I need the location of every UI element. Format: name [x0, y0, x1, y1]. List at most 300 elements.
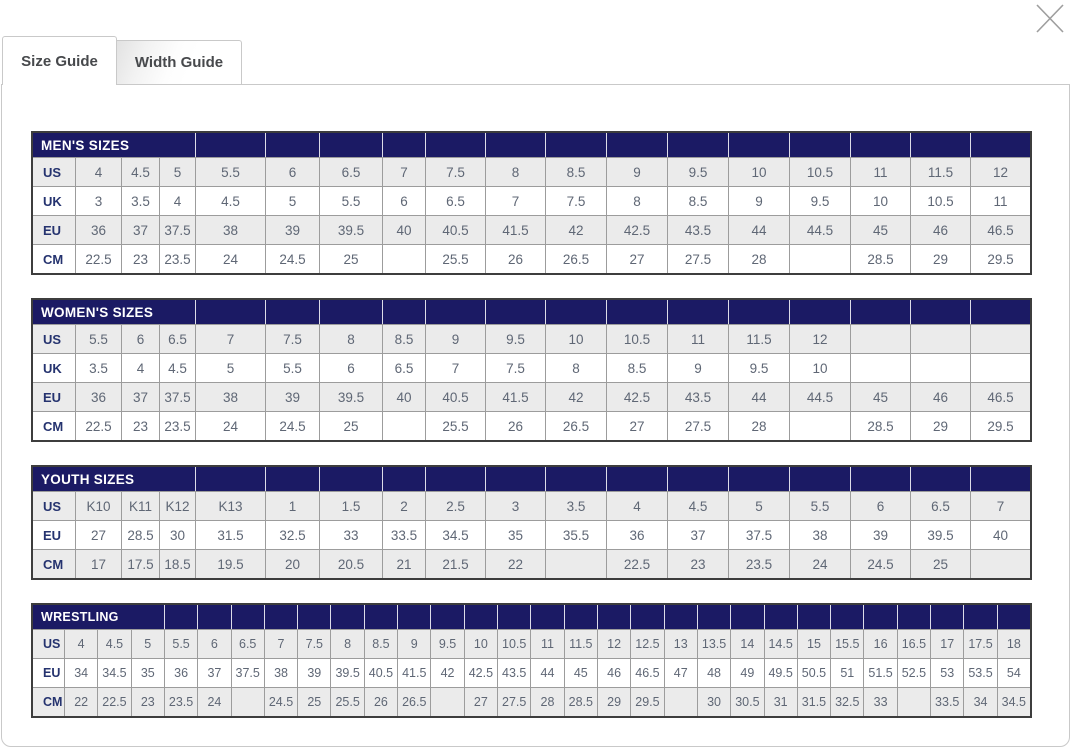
- size-cell: 11: [667, 324, 728, 353]
- size-cell: 44.5: [789, 215, 850, 244]
- table-header-cell: [606, 467, 667, 491]
- table-header-cell: [850, 133, 910, 157]
- table-header-cell: [425, 467, 485, 491]
- size-cell: 40.5: [425, 382, 485, 411]
- size-cell: 41.5: [397, 658, 430, 687]
- table-header-cell: [797, 605, 830, 629]
- size-cell: 23.5: [159, 244, 195, 273]
- size-cell: 9.5: [789, 186, 850, 215]
- size-cell: 37: [121, 382, 159, 411]
- size-cell: 46.5: [970, 215, 1030, 244]
- size-cell: 45: [564, 658, 597, 687]
- size-cell: 34: [64, 658, 97, 687]
- size-cell: [897, 687, 930, 716]
- size-cell: 3: [75, 186, 121, 215]
- size-cell: 20.5: [319, 549, 382, 578]
- size-cell: 17.5: [963, 629, 996, 658]
- size-cell: 44: [728, 382, 789, 411]
- size-cell: 36: [75, 382, 121, 411]
- table-header-cell: [485, 133, 545, 157]
- size-cell: 23.5: [728, 549, 789, 578]
- size-cell: 44.5: [789, 382, 850, 411]
- table-header-cell: [764, 605, 797, 629]
- size-cell: 10: [464, 629, 497, 658]
- table-header-cell: [789, 467, 850, 491]
- table-header-cell: [164, 605, 197, 629]
- table-header-cell: [930, 605, 963, 629]
- table-header-cell: [545, 133, 606, 157]
- size-cell: 30: [697, 687, 730, 716]
- table-header-cell: [231, 605, 264, 629]
- tab-size-guide[interactable]: [2, 36, 117, 85]
- size-cell: 46.5: [630, 658, 663, 687]
- size-cell: 28: [728, 244, 789, 273]
- size-cell: 4.5: [121, 157, 159, 186]
- size-cell: 38: [264, 658, 297, 687]
- row-label: UK: [33, 186, 75, 215]
- size-cell: K13: [195, 491, 265, 520]
- size-cell: 39: [265, 382, 319, 411]
- size-cell: 18.5: [159, 549, 195, 578]
- size-cell: 27.5: [497, 687, 530, 716]
- wrestling-sizes-table: [31, 603, 1032, 718]
- size-cell: 7: [425, 353, 485, 382]
- close-icon: [1032, 1, 1068, 37]
- size-cell: [910, 324, 970, 353]
- size-cell: 37: [667, 520, 728, 549]
- table-header-cell: [382, 300, 425, 324]
- row-label: EU: [33, 658, 64, 687]
- size-cell: 46: [910, 215, 970, 244]
- table-header-cell: [195, 467, 265, 491]
- size-guide-content: [2, 85, 1069, 718]
- table-header-cell: [497, 605, 530, 629]
- table-header-cell: [606, 133, 667, 157]
- table-header-cell: [319, 467, 382, 491]
- size-cell: 51.5: [863, 658, 896, 687]
- size-cell: 28.5: [850, 244, 910, 273]
- mens-sizes-table: [31, 131, 1032, 275]
- size-cell: 24.5: [850, 549, 910, 578]
- size-cell: 11: [850, 157, 910, 186]
- table-header-cell: [963, 605, 996, 629]
- table-header-cell: [667, 133, 728, 157]
- size-cell: 25: [297, 687, 330, 716]
- size-cell: 40: [382, 215, 425, 244]
- size-cell: 53: [930, 658, 963, 687]
- table-header-cell: [265, 133, 319, 157]
- size-cell: 7: [195, 324, 265, 353]
- size-cell: 31.5: [195, 520, 265, 549]
- size-cell: 40.5: [425, 215, 485, 244]
- size-cell: 3.5: [121, 186, 159, 215]
- size-cell: 39: [265, 215, 319, 244]
- size-cell: 31.5: [797, 687, 830, 716]
- size-cell: 10: [850, 186, 910, 215]
- tab-width-guide[interactable]: [117, 40, 242, 84]
- size-cell: [789, 244, 850, 273]
- size-cell: 14.5: [764, 629, 797, 658]
- size-cell: 22: [64, 687, 97, 716]
- size-cell: 5.5: [265, 353, 319, 382]
- size-cell: 29.5: [630, 687, 663, 716]
- size-cell: 17.5: [121, 549, 159, 578]
- size-cell: 24.5: [265, 411, 319, 440]
- size-cell: 17: [930, 629, 963, 658]
- size-cell: 39: [297, 658, 330, 687]
- size-cell: [970, 549, 1030, 578]
- size-cell: 43.5: [497, 658, 530, 687]
- size-cell: 5: [159, 157, 195, 186]
- table-header-cell: [667, 467, 728, 491]
- size-cell: 40: [382, 382, 425, 411]
- table-header-cell: [728, 467, 789, 491]
- size-cell: 35: [485, 520, 545, 549]
- table-header-cell: [545, 300, 606, 324]
- size-cell: 22.5: [606, 549, 667, 578]
- size-cell: 39: [850, 520, 910, 549]
- size-cell: 33.5: [930, 687, 963, 716]
- size-cell: 8: [319, 324, 382, 353]
- size-cell: 23.5: [159, 411, 195, 440]
- table-header-cell: [606, 300, 667, 324]
- size-cell: 1.5: [319, 491, 382, 520]
- size-cell: 45: [850, 382, 910, 411]
- size-cell: 8.5: [364, 629, 397, 658]
- size-cell: 5.5: [789, 491, 850, 520]
- row-label: CM: [33, 549, 75, 578]
- table-header-cell: [382, 467, 425, 491]
- size-cell: 9.5: [728, 353, 789, 382]
- table-header-cell: [970, 133, 1030, 157]
- size-cell: 17: [75, 549, 121, 578]
- size-cell: 32.5: [265, 520, 319, 549]
- size-cell: 10.5: [789, 157, 850, 186]
- size-cell: 9: [606, 157, 667, 186]
- table-header-cell: [997, 605, 1030, 629]
- size-cell: 24: [789, 549, 850, 578]
- size-cell: 8: [485, 157, 545, 186]
- size-cell: 4.5: [195, 186, 265, 215]
- size-cell: 37.5: [159, 215, 195, 244]
- size-cell: 10.5: [910, 186, 970, 215]
- table-header-cell: [789, 133, 850, 157]
- size-cell: 24: [195, 411, 265, 440]
- size-cell: 39.5: [319, 382, 382, 411]
- size-cell: 11.5: [564, 629, 597, 658]
- size-cell: 28: [728, 411, 789, 440]
- size-cell: 11: [530, 629, 563, 658]
- size-cell: 43.5: [667, 215, 728, 244]
- size-cell: [970, 324, 1030, 353]
- size-cell: 29.5: [970, 411, 1030, 440]
- size-cell: 39.5: [330, 658, 363, 687]
- size-cell: 8: [606, 186, 667, 215]
- size-cell: 26: [364, 687, 397, 716]
- size-cell: 27: [606, 244, 667, 273]
- table-header-cell: [789, 300, 850, 324]
- size-cell: 5.5: [195, 157, 265, 186]
- size-cell: 33: [319, 520, 382, 549]
- row-label: EU: [33, 382, 75, 411]
- size-cell: 10.5: [497, 629, 530, 658]
- size-cell: 10: [789, 353, 850, 382]
- size-cell: 9: [728, 186, 789, 215]
- size-cell: 28.5: [564, 687, 597, 716]
- table-header-cell: [319, 133, 382, 157]
- size-cell: 42.5: [606, 215, 667, 244]
- size-cell: 41.5: [485, 382, 545, 411]
- table-header-cell: [485, 300, 545, 324]
- size-cell: 7: [970, 491, 1030, 520]
- size-cell: 4: [606, 491, 667, 520]
- size-cell: 26: [485, 411, 545, 440]
- size-cell: 7: [264, 629, 297, 658]
- size-cell: 22: [485, 549, 545, 578]
- table-header-cell: [265, 467, 319, 491]
- row-label: US: [33, 629, 64, 658]
- size-cell: 29.5: [970, 244, 1030, 273]
- table-header-cell: [910, 133, 970, 157]
- size-cell: 27: [75, 520, 121, 549]
- size-cell: [970, 353, 1030, 382]
- womens-sizes-table: [31, 298, 1032, 442]
- size-cell: 40.5: [364, 658, 397, 687]
- size-cell: 8.5: [545, 157, 606, 186]
- size-cell: [850, 324, 910, 353]
- row-label: UK: [33, 353, 75, 382]
- table-header-cell: [197, 605, 230, 629]
- row-label: US: [33, 157, 75, 186]
- table-header-cell: [265, 300, 319, 324]
- size-cell: 38: [195, 382, 265, 411]
- size-cell: 44: [728, 215, 789, 244]
- size-cell: 23.5: [164, 687, 197, 716]
- size-cell: 49: [730, 658, 763, 687]
- size-cell: 38: [789, 520, 850, 549]
- size-cell: 3: [485, 491, 545, 520]
- size-cell: 8: [330, 629, 363, 658]
- size-cell: 27.5: [667, 244, 728, 273]
- table-header-cell: [667, 300, 728, 324]
- size-cell: 21.5: [425, 549, 485, 578]
- size-cell: 23: [131, 687, 164, 716]
- table-header-cell: [297, 605, 330, 629]
- size-cell: 42: [545, 215, 606, 244]
- row-label: CM: [33, 687, 64, 716]
- youth-sizes-table: [31, 465, 1032, 580]
- size-cell: 28.5: [850, 411, 910, 440]
- size-cell: 40: [970, 520, 1030, 549]
- size-cell: 29: [910, 244, 970, 273]
- size-cell: 46.5: [970, 382, 1030, 411]
- size-cell: 13.5: [697, 629, 730, 658]
- size-cell: K10: [75, 491, 121, 520]
- table-title: WRESTLING: [33, 605, 164, 629]
- table-title: YOUTH SIZES: [33, 467, 195, 491]
- size-cell: 16: [863, 629, 896, 658]
- size-cell: 7.5: [297, 629, 330, 658]
- size-cell: K11: [121, 491, 159, 520]
- size-cell: 29: [910, 411, 970, 440]
- size-cell: 9: [667, 353, 728, 382]
- size-cell: [850, 353, 910, 382]
- size-cell: 4: [64, 629, 97, 658]
- size-cell: 42: [430, 658, 463, 687]
- close-button[interactable]: [1031, 1, 1069, 39]
- size-cell: 18: [997, 629, 1030, 658]
- size-cell: 41.5: [485, 215, 545, 244]
- size-cell: 5: [265, 186, 319, 215]
- table-header-cell: [830, 605, 863, 629]
- table-header-cell: [630, 605, 663, 629]
- size-cell: 30.5: [730, 687, 763, 716]
- size-cell: 4.5: [667, 491, 728, 520]
- table-header-cell: [425, 300, 485, 324]
- size-cell: 6: [121, 324, 159, 353]
- size-cell: 6.5: [382, 353, 425, 382]
- size-cell: 5.5: [75, 324, 121, 353]
- size-cell: 34: [963, 687, 996, 716]
- size-cell: 5: [195, 353, 265, 382]
- table-header-cell: [530, 605, 563, 629]
- size-cell: 7.5: [425, 157, 485, 186]
- size-cell: 25.5: [425, 411, 485, 440]
- table-header-cell: [397, 605, 430, 629]
- size-cell: 6.5: [910, 491, 970, 520]
- size-cell: 50.5: [797, 658, 830, 687]
- row-label: CM: [33, 411, 75, 440]
- size-cell: 26: [485, 244, 545, 273]
- size-cell: 25.5: [330, 687, 363, 716]
- size-cell: 7.5: [545, 186, 606, 215]
- size-cell: 34.5: [97, 658, 130, 687]
- size-cell: 1: [265, 491, 319, 520]
- size-cell: 8.5: [382, 324, 425, 353]
- size-cell: [910, 353, 970, 382]
- size-cell: 37: [121, 215, 159, 244]
- table-header-cell: [425, 133, 485, 157]
- table-title: MEN'S SIZES: [33, 133, 195, 157]
- table-header-cell: [195, 133, 265, 157]
- size-cell: 12.5: [630, 629, 663, 658]
- size-cell: 5.5: [164, 629, 197, 658]
- size-cell: 43.5: [667, 382, 728, 411]
- size-cell: 33: [863, 687, 896, 716]
- size-cell: 32.5: [830, 687, 863, 716]
- size-cell: [231, 687, 264, 716]
- size-cell: 9: [397, 629, 430, 658]
- table-header-cell: [464, 605, 497, 629]
- size-cell: 24.5: [264, 687, 297, 716]
- size-cell: 6.5: [231, 629, 264, 658]
- size-cell: 28.5: [121, 520, 159, 549]
- size-cell: 12: [789, 324, 850, 353]
- size-cell: 25: [910, 549, 970, 578]
- size-cell: 27.5: [667, 411, 728, 440]
- size-cell: 23: [121, 244, 159, 273]
- size-cell: 25: [319, 411, 382, 440]
- size-cell: 42.5: [464, 658, 497, 687]
- size-cell: 15: [797, 629, 830, 658]
- table-header-cell: [364, 605, 397, 629]
- size-cell: 33.5: [382, 520, 425, 549]
- size-cell: 46: [910, 382, 970, 411]
- size-cell: 7.5: [265, 324, 319, 353]
- table-header-cell: [330, 605, 363, 629]
- size-cell: [789, 411, 850, 440]
- size-cell: 27: [464, 687, 497, 716]
- size-cell: 12: [970, 157, 1030, 186]
- size-cell: 2.5: [425, 491, 485, 520]
- size-cell: 4: [75, 157, 121, 186]
- size-cell: 7.5: [485, 353, 545, 382]
- table-header-cell: [545, 467, 606, 491]
- size-cell: 25: [319, 244, 382, 273]
- size-cell: 47: [664, 658, 697, 687]
- size-cell: 52.5: [897, 658, 930, 687]
- size-cell: 20: [265, 549, 319, 578]
- size-cell: 19.5: [195, 549, 265, 578]
- size-cell: 12: [597, 629, 630, 658]
- size-cell: 5: [131, 629, 164, 658]
- table-header-cell: [850, 300, 910, 324]
- size-cell: 10: [545, 324, 606, 353]
- size-cell: 6: [382, 186, 425, 215]
- row-label: EU: [33, 520, 75, 549]
- table-title: WOMEN'S SIZES: [33, 300, 195, 324]
- size-cell: 37.5: [231, 658, 264, 687]
- size-cell: 24.5: [265, 244, 319, 273]
- size-cell: 44: [530, 658, 563, 687]
- size-cell: [382, 244, 425, 273]
- size-cell: 29: [597, 687, 630, 716]
- size-cell: [382, 411, 425, 440]
- size-cell: 6: [319, 353, 382, 382]
- table-header-cell: [382, 133, 425, 157]
- size-cell: 6: [197, 629, 230, 658]
- size-cell: 9: [425, 324, 485, 353]
- size-cell: 24: [197, 687, 230, 716]
- size-cell: 46: [597, 658, 630, 687]
- size-cell: K12: [159, 491, 195, 520]
- size-cell: 42: [545, 382, 606, 411]
- size-cell: 14: [730, 629, 763, 658]
- size-cell: 22.5: [75, 411, 121, 440]
- table-header-cell: [863, 605, 896, 629]
- size-cell: 26.5: [545, 411, 606, 440]
- size-cell: 9.5: [430, 629, 463, 658]
- table-header-cell: [697, 605, 730, 629]
- size-cell: 16.5: [897, 629, 930, 658]
- size-cell: 15.5: [830, 629, 863, 658]
- size-cell: 36: [164, 658, 197, 687]
- size-cell: 9.5: [667, 157, 728, 186]
- size-cell: 27: [606, 411, 667, 440]
- size-cell: 7: [382, 157, 425, 186]
- table-header-cell: [728, 133, 789, 157]
- tab-size-guide-label: Size Guide: [21, 52, 98, 70]
- size-cell: 36: [75, 215, 121, 244]
- size-cell: 24: [195, 244, 265, 273]
- size-cell: 3.5: [545, 491, 606, 520]
- size-cell: 28: [530, 687, 563, 716]
- table-header-cell: [897, 605, 930, 629]
- size-cell: 2: [382, 491, 425, 520]
- row-label: US: [33, 491, 75, 520]
- table-header-cell: [728, 300, 789, 324]
- size-cell: [664, 687, 697, 716]
